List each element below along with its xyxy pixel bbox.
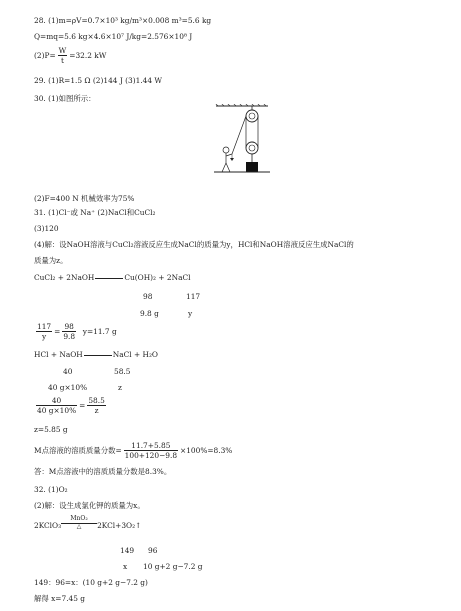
eq1-reactants: CuCl₂ + 2NaOH xyxy=(34,273,95,282)
pulley-diagram xyxy=(212,104,272,184)
catalyst-label: MnO₂ xyxy=(70,515,88,522)
q28-power-result: =32.2 kW xyxy=(69,50,107,60)
q28-line3 xyxy=(34,46,106,66)
q32-line2: (2)解：设生成氯化钾的质量为x。 xyxy=(34,501,145,510)
q32-products: 2KCl+3O₂↑ xyxy=(97,520,142,530)
ratio1-den-b: 9.8 xyxy=(63,332,76,342)
eq2-mass2: 58.5 xyxy=(114,367,131,376)
q31-line2: (3)120 xyxy=(34,224,59,233)
q32-condition xyxy=(61,516,97,530)
mass-fraction-prefix: M点溶液的溶质质量分数= xyxy=(34,445,122,455)
q31-line4: 质量为z。 xyxy=(34,256,68,265)
mass-fraction-line xyxy=(34,441,232,461)
q32-line1: 32. (1)O₂ xyxy=(34,485,68,494)
ratio1-den-a: y xyxy=(41,332,47,342)
ratio1-result: y=11.7 g xyxy=(82,326,117,336)
q30-line2: (2)F=400 N 机械效率为75% xyxy=(34,194,135,203)
q28-power-prefix: (2)P= xyxy=(34,50,56,60)
ratio1-num-b: 98 xyxy=(62,322,76,332)
eq1-products: Cu(OH)₂ + 2NaCl xyxy=(124,273,191,282)
q28-line2: Q=mq=5.6 kg×4.6×10⁷ J/kg=2.576×10⁸ J xyxy=(34,32,193,41)
ratio1 xyxy=(34,322,117,342)
q32-result: 解得 x=7.45 g xyxy=(34,594,86,603)
q32-reactant: 2KClO₃ xyxy=(34,520,62,530)
eq1-mass1: 98 xyxy=(143,292,153,301)
eq1-arrow xyxy=(95,278,123,279)
q28-fraction-num: W xyxy=(58,46,67,55)
ratio2-num-b: 58.5 xyxy=(88,396,105,405)
q32-mass2: 96 xyxy=(148,546,158,555)
ratio2-den-a: 40 g×10% xyxy=(37,406,77,416)
mass-fraction-result: ×100%=8.3% xyxy=(180,445,233,455)
q31-line3: (4)解：设NaOH溶液与CuCl₂溶液反应生成NaCl的质量为y，HCl和NaOH溶液反应生成NaCl的 xyxy=(34,240,354,249)
eq1-value2: y xyxy=(188,309,193,318)
eq2-mass1: 40 xyxy=(63,367,73,376)
q32-value2: 10 g+2 g−7.2 g xyxy=(143,562,203,571)
z-result: z=5.85 g xyxy=(34,425,68,434)
q30-line1: 30. (1)如图所示： xyxy=(34,94,96,103)
mass-fraction-num: 11.7+5.85 xyxy=(124,441,178,451)
eq1-mass2: 117 xyxy=(186,292,201,301)
eq2-value2: z xyxy=(118,383,122,392)
eq2-products: NaCl + H₂O xyxy=(112,350,158,359)
ratio2 xyxy=(34,396,108,416)
eq2-value1: 40 g×10% xyxy=(48,383,88,392)
ratio2-num-a: 40 xyxy=(36,396,77,406)
q28-line1: 28. (1)m=ρV=0.7×10³ kg/m³×0.008 m³=5.6 kg xyxy=(34,16,212,25)
q31-answer: 答：M点溶液中的溶质质量分数是8.3%。 xyxy=(34,467,172,476)
q32-equation xyxy=(34,516,141,530)
q28-fraction-den: t xyxy=(60,56,64,66)
q28-power-fraction xyxy=(58,46,68,66)
q32-ratio: 149：96=x：(10 g+2 g−7.2 g) xyxy=(34,578,148,587)
ratio2-den-b: z xyxy=(94,406,99,416)
mass-fraction-den: 100+120−9.8 xyxy=(124,451,178,461)
ratio2-equals: = xyxy=(79,400,86,410)
q31-line1: 31. (1)Cl⁻或 Na⁺ (2)NaCl和CuCl₂ xyxy=(34,208,156,217)
eq2-arrow xyxy=(84,355,112,356)
q32-mass1: 149 xyxy=(120,546,135,555)
q29-line1: 29. (1)R=1.5 Ω (2)144 J (3)1.44 W xyxy=(34,76,163,85)
q32-value1: x xyxy=(123,562,128,571)
heat-symbol: △ xyxy=(76,523,82,530)
q31-equation2 xyxy=(34,350,158,359)
ratio1-num-a: 117 xyxy=(37,322,52,331)
q31-equation1 xyxy=(34,273,191,282)
eq1-value1: 9.8 g xyxy=(140,309,159,318)
eq2-reactants: HCl + NaOH xyxy=(34,350,83,359)
ratio1-equals: = xyxy=(54,326,61,336)
